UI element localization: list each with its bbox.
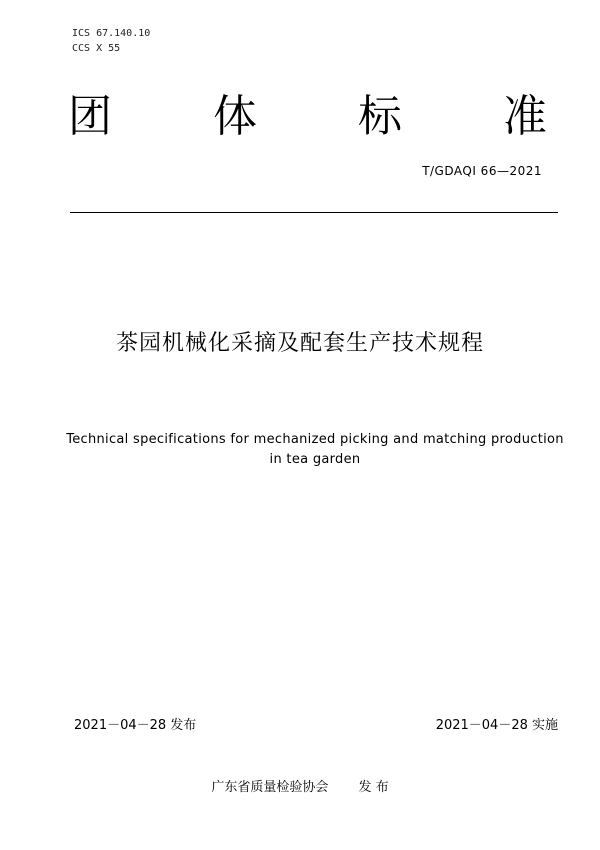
standard-type-char-3: 标 — [358, 91, 402, 142]
standard-type-char-2: 体 — [213, 91, 257, 142]
header-divider — [70, 212, 558, 213]
standard-type-heading — [60, 82, 555, 142]
english-title-line-1: Technical specifications for mechanized picking and matching production — [66, 432, 564, 447]
ics-code: ICS 67.140.10 — [72, 28, 151, 39]
publisher-name: 广东省质量检验协会 — [211, 780, 329, 795]
standard-code: T/GDAQI 66—2021 — [422, 164, 542, 178]
publisher-line — [0, 776, 600, 795]
implementation-date: 2021－04－28 实施 — [435, 718, 558, 733]
english-title-line-2: in tea garden — [269, 452, 361, 467]
standard-type-char-4: 准 — [503, 91, 547, 142]
document-title-english — [40, 430, 590, 470]
publisher-action: 发 布 — [358, 780, 389, 795]
issue-date: 2021－04－28 发布 — [74, 718, 197, 733]
classification-codes — [72, 26, 150, 56]
ccs-code: CCS X 55 — [72, 43, 121, 54]
standard-type-char-1: 团 — [68, 91, 112, 142]
document-title-chinese: 茶园机械化采摘及配套生产技术规程 — [115, 331, 484, 356]
